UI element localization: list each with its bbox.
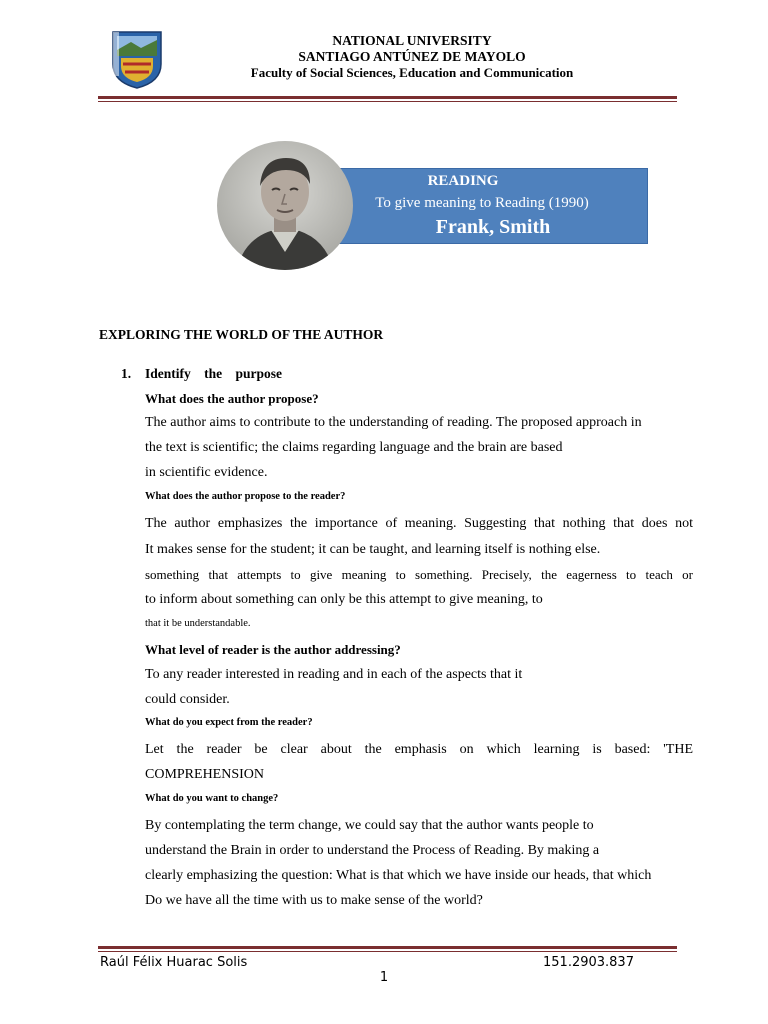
answer-line: COMPREHENSION <box>145 767 265 782</box>
header-rule-thin <box>98 101 677 102</box>
header-faculty: Faculty of Social Sciences, Education and Communication <box>250 65 574 80</box>
author-portrait <box>216 140 354 271</box>
answer-line: in scientific evidence. <box>145 465 268 480</box>
answer-line: the text is scientific; the claims regarding language and the brain are based <box>145 440 563 455</box>
list-item-title: Identify the purpose <box>145 366 283 381</box>
answer-line: something that attempts to give meaning to something. Precisely, the eagerness to teach or <box>145 567 693 582</box>
answer-line: clearly emphasizing the question: What is that which we have inside our heads, that which <box>145 868 652 883</box>
banner-author: Frank, Smith <box>435 216 551 238</box>
list-item-number: 1. <box>121 366 132 381</box>
answer-line: understand the Brain in order to understand the Process of Reading. By making a <box>145 843 600 858</box>
footer-rule-thick <box>98 946 677 949</box>
banner-subtitle: To give meaning to Reading (1990) <box>375 195 589 211</box>
footer-author-name: Raúl Félix Huarac Solis <box>100 955 248 970</box>
header-rule-thick <box>98 96 677 99</box>
answer-line: The author emphasizes the importance of meaning. Suggesting that nothing that does not <box>145 516 693 531</box>
footer-code: 151.2903.837 <box>543 955 634 970</box>
answer-line: to inform about something can only be this attempt to give meaning, to <box>145 592 543 607</box>
footer-rule-thin <box>98 951 677 952</box>
banner-heading: READING <box>427 173 499 189</box>
answer-line: By contemplating the term change, we could say that the author wants people to <box>145 818 594 833</box>
question-heading: What does the author propose? <box>145 391 319 406</box>
answer-line: It makes sense for the student; it can be taught, and learning itself is nothing else. <box>145 542 601 557</box>
header-university-subname: SANTIAGO ANTÚNEZ DE MAYOLO <box>298 49 526 64</box>
answer-line: Do we have all the time with us to make sense of the world? <box>145 893 483 908</box>
question-heading: What does the author propose to the reader? <box>145 491 346 502</box>
answer-line: The author aims to contribute to the understanding of reading. The proposed approach in <box>145 415 642 430</box>
section-title: EXPLORING THE WORLD OF THE AUTHOR <box>99 327 384 342</box>
question-heading: What do you expect from the reader? <box>145 717 313 728</box>
title-banner <box>338 168 648 244</box>
header-university-name: NATIONAL UNIVERSITY <box>332 33 492 48</box>
page-number: 1 <box>379 970 389 985</box>
answer-line: To any reader interested in reading and in each of the aspects that it <box>145 667 523 682</box>
question-heading: What do you want to change? <box>145 793 279 804</box>
answer-line: that it be understandable. <box>145 618 251 629</box>
question-heading: What level of reader is the author addressing? <box>145 642 401 657</box>
answer-line: could consider. <box>145 692 230 707</box>
answer-line: Let the reader be clear about the emphasis on which learning is based: 'THE <box>145 742 693 757</box>
